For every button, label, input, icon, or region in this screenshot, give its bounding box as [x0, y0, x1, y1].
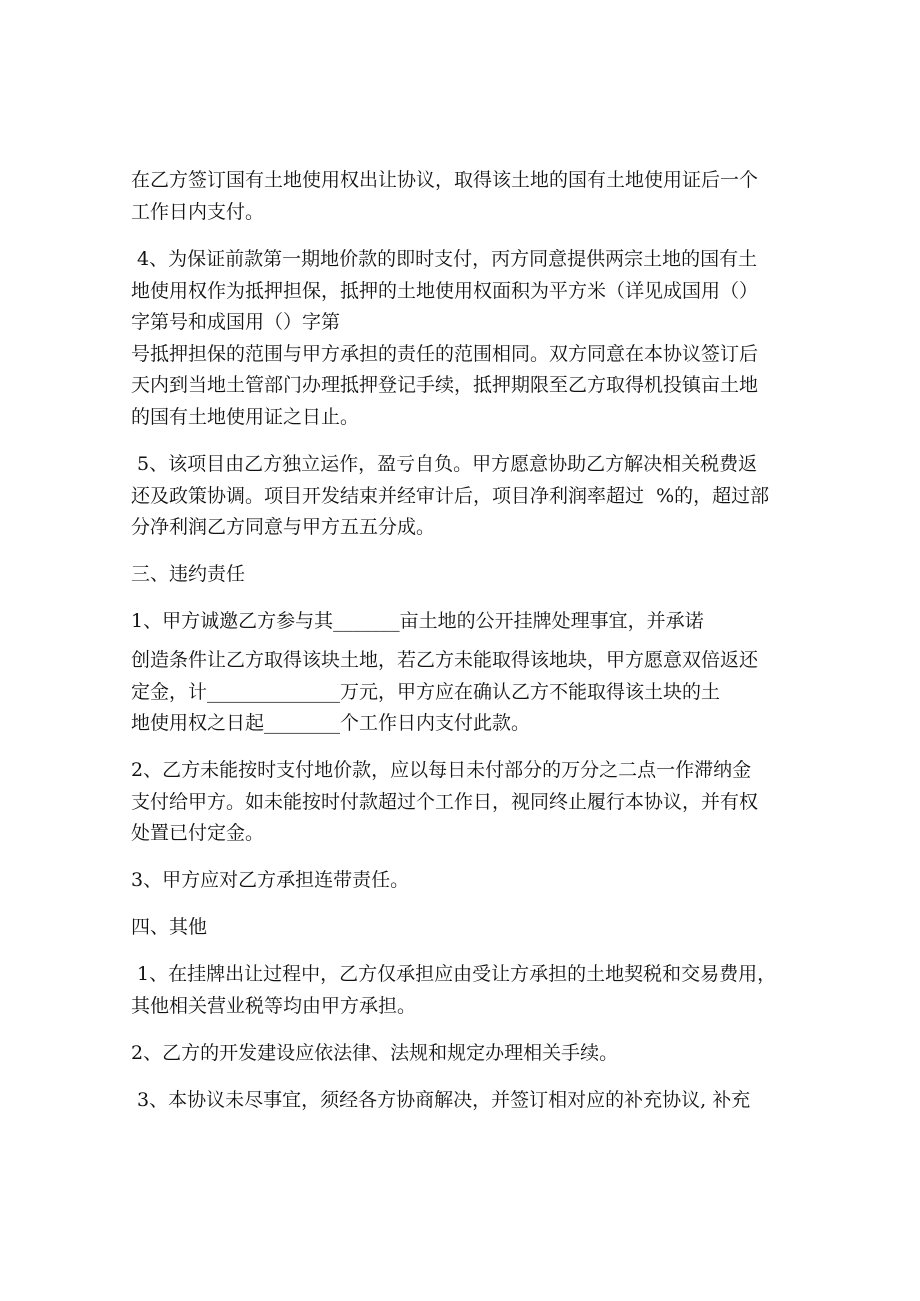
text-line: 1、甲方诚邀乙方参与其_______亩土地的公开挂牌处理事宜，并承诺 — [131, 610, 704, 632]
text-line: 3、本协议未尽事宜，须经各方协商解决，并签订相对应的补充协议, 补充 — [131, 1089, 751, 1111]
text-line: 定金，计______________万元，甲方应在确认乙方不能取得该土块的土 — [131, 681, 721, 703]
text-line: 地使用权之日起________个工作日内支付此款。 — [131, 712, 531, 734]
text-line: 创造条件让乙方取得该块土地，若乙方未能取得该地块，甲方愿意双倍返还 — [131, 649, 759, 671]
section-heading: 四、其他 — [131, 916, 208, 938]
text-line: 工作日内支付。 — [131, 201, 265, 223]
text-line: 的国有土地使用证之日止。 — [131, 406, 360, 428]
text-line: 1、在挂牌出让过程中，乙方仅承担应由受让方承担的土地契税和交易费用， — [131, 963, 777, 985]
text-line: 支付给甲方。如未能按时付款超过个工作日，视同终止履行本协议，并有权 — [131, 791, 759, 813]
text-line: 天内到当地土管部门办理抵押登记手续，抵押期限至乙方取得机投镇亩土地 — [131, 374, 759, 396]
text-line: 3、甲方应对乙方承担连带责任。 — [131, 869, 410, 891]
text-line: 其他相关营业税等均由甲方承担。 — [131, 995, 417, 1017]
text-line: 2、乙方未能按时支付地价款，应以每日未付部分的万分之二点一作滞纳金 — [131, 759, 752, 781]
text-line: 2、乙方的开发建设应依法律、法规和规定办理相关手续。 — [131, 1042, 619, 1064]
text-line: 5、该项目由乙方独立运作，盈亏自负。甲方愿意协助乙方解决相关税费返 — [131, 453, 758, 475]
text-line: 4、为保证前款第一期地价款的即时支付，丙方同意提供两宗土地的国有土 — [131, 248, 758, 270]
text-line: 字第号和成国用（）字第 — [131, 311, 341, 333]
text-line: 地使用权作为抵押担保，抵押的土地使用权面积为平方米（详见成国用（） — [131, 280, 759, 302]
text-line: 分净利润乙方同意与甲方五五分成。 — [131, 516, 436, 538]
section-heading: 三、违约责任 — [131, 563, 246, 585]
text-line: 号抵押担保的范围与甲方承担的责任的范围相同。双方同意在本协议签订后 — [131, 343, 759, 365]
text-line: 在乙方签订国有土地使用权出让协议，取得该土地的国有土地使用证后一个 — [131, 169, 759, 191]
text-line: 处置已付定金。 — [131, 822, 265, 844]
text-line: 还及政策协调。项目开发结束并经审计后，项目净利润率超过 %的，超过部 — [131, 485, 770, 507]
